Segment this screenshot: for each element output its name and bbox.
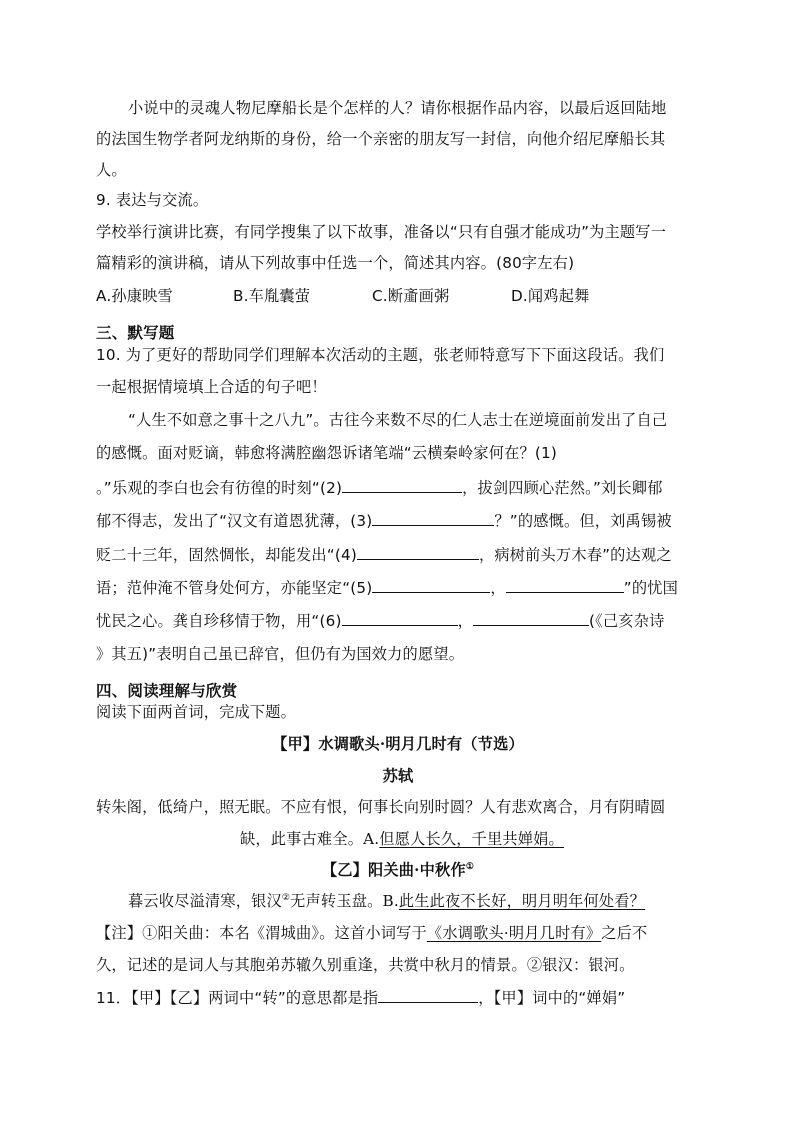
note-text: 之后不 xyxy=(601,924,648,942)
q10-para-line: “人生不如意之事十之八九”。古往今来数不尽的仁人志士在逆境面前发出了自己 xyxy=(128,411,668,429)
underlined-sentence-b: 此生此夜不长好，明月明年何处看？ xyxy=(398,892,646,910)
q10-para-line: 的感慨。面对贬谪，韩愈将满腔幽怨诉诸笔端“云横秦岭家何在？(1) xyxy=(96,444,558,462)
q10-text: 。”乐观的李白也会有彷徨的时刻“(2) xyxy=(96,479,343,497)
option-d: D.闻鸡起舞 xyxy=(511,287,590,305)
answer-blank[interactable] xyxy=(342,610,458,626)
q8-text-line: 小说中的灵魂人物尼摩船长是个怎样的人？请你根据作品内容，以最后返回陆地 xyxy=(128,99,667,117)
q8-text-line: 的法国生物学者阿龙纳斯的身份，给一个亲密的朋友写一封信，向他介绍尼摩船长其 xyxy=(96,130,666,148)
q10-text: 郁不得志，发出了“汉文有道恩犹薄，(3) xyxy=(96,512,373,530)
note-text: 《水调歌头·明月几时有》 xyxy=(426,924,602,942)
q10-text: ，拔剑四顾心茫然。”刘长卿郁 xyxy=(462,479,663,497)
answer-blank[interactable] xyxy=(372,510,494,526)
q10-para-line xyxy=(96,477,700,498)
q10-text: ，病树前头万木春”的达观之 xyxy=(479,546,672,564)
note-line: 久，记述的是词人与其胞弟苏辙久别重逢，共赏中秋月的情景。②银汉：银河。 xyxy=(96,956,635,974)
answer-blank[interactable] xyxy=(342,477,462,493)
section-intro: 阅读下面两首词，完成下题。 xyxy=(96,703,297,721)
option-a: A.孙康映雪 xyxy=(96,287,173,305)
poem-text: 缺，此事古难全。A. xyxy=(240,830,380,848)
section-heading: 四、阅读理解与欣赏 xyxy=(96,682,238,700)
poem-author: 苏轼 xyxy=(382,767,414,785)
q9-text-line: 篇精彩的演讲稿，请从下列故事中任选一个，简述其内容。(80字左右) xyxy=(96,254,575,272)
q10-para-line xyxy=(96,544,700,565)
poem-text: 暮云收尽溢清寒，银汉 xyxy=(128,892,282,910)
poem-title xyxy=(96,860,700,880)
footnote-marker: ② xyxy=(281,892,291,903)
q10-text-line: 一起根据情境填上合适的句子吧！ xyxy=(96,378,327,396)
q10-text: 忧民之心。龚自珍移情于物，用“(6) xyxy=(96,612,342,630)
q10-para-line xyxy=(96,510,700,531)
poem-line: 转朱阁，低绮户，照无眠。不应有恨，何事长向别时圆？人有悲欢离合，月有阴晴圆 xyxy=(96,798,666,816)
poem-text: 无声转玉盘。B. xyxy=(290,892,399,910)
q10-text: ”的忧国 xyxy=(623,579,679,597)
q10-text-line: 10. 为了更好的帮助同学们理解本次活动的主题，张老师特意写下下面这段话。我们 xyxy=(96,346,665,364)
option-b: B.车胤囊萤 xyxy=(233,287,311,305)
q10-para-line: 》其五)”表明自己虽已辞官，但仍有为国效力的愿望。 xyxy=(96,645,465,663)
poem-line xyxy=(128,891,700,911)
footnote-marker: ① xyxy=(465,861,475,872)
answer-blank[interactable] xyxy=(506,577,624,593)
answer-blank[interactable] xyxy=(378,987,478,1003)
option-c: C.断齑画粥 xyxy=(372,287,450,305)
q9-options xyxy=(96,286,700,306)
poem-title-text: 【乙】阳关曲·中秋作 xyxy=(321,861,466,879)
q10-text: (《己亥杂诗 xyxy=(589,612,665,630)
q11-text: ，【甲】词中的“婵娟” xyxy=(478,989,626,1007)
q10-text: ， xyxy=(457,612,473,630)
q10-text: ？”的感慨。但，刘禹锡被 xyxy=(494,512,672,530)
q10-text: ， xyxy=(490,579,506,597)
q10-text: 贬二十三年，固然惆怅，却能发出“(4) xyxy=(96,546,357,564)
answer-blank[interactable] xyxy=(473,610,589,626)
q11-line xyxy=(96,987,700,1008)
q11-text: 11．【甲】【乙】两词中“转”的意思都是指 xyxy=(96,989,379,1007)
q9-text-line: 学校举行演讲比赛，有同学搜集了以下故事，准备以“只有自强才能成功”为主题写一 xyxy=(96,223,667,241)
note-text: 【注】①阳关曲：本名《渭城曲》。这首小词写于 xyxy=(96,924,427,942)
section-heading: 三、默写题 xyxy=(96,324,175,342)
poem-title: 【甲】水调歌头·明月几时有（节选） xyxy=(272,735,524,753)
answer-blank[interactable] xyxy=(357,544,479,560)
answer-blank[interactable] xyxy=(372,577,490,593)
q10-para-line xyxy=(96,610,700,631)
note-line xyxy=(96,923,700,943)
q10-para-line xyxy=(96,577,700,598)
q10-text: 语；范仲淹不管身处何方，亦能坚定“(5) xyxy=(96,579,373,597)
poem-line xyxy=(240,829,700,849)
q8-text-line: 人。 xyxy=(96,161,127,179)
underlined-sentence-a: 但愿人长久，千里共婵娟。 xyxy=(379,830,564,848)
q9-title: 9. 表达与交流。 xyxy=(96,191,209,209)
